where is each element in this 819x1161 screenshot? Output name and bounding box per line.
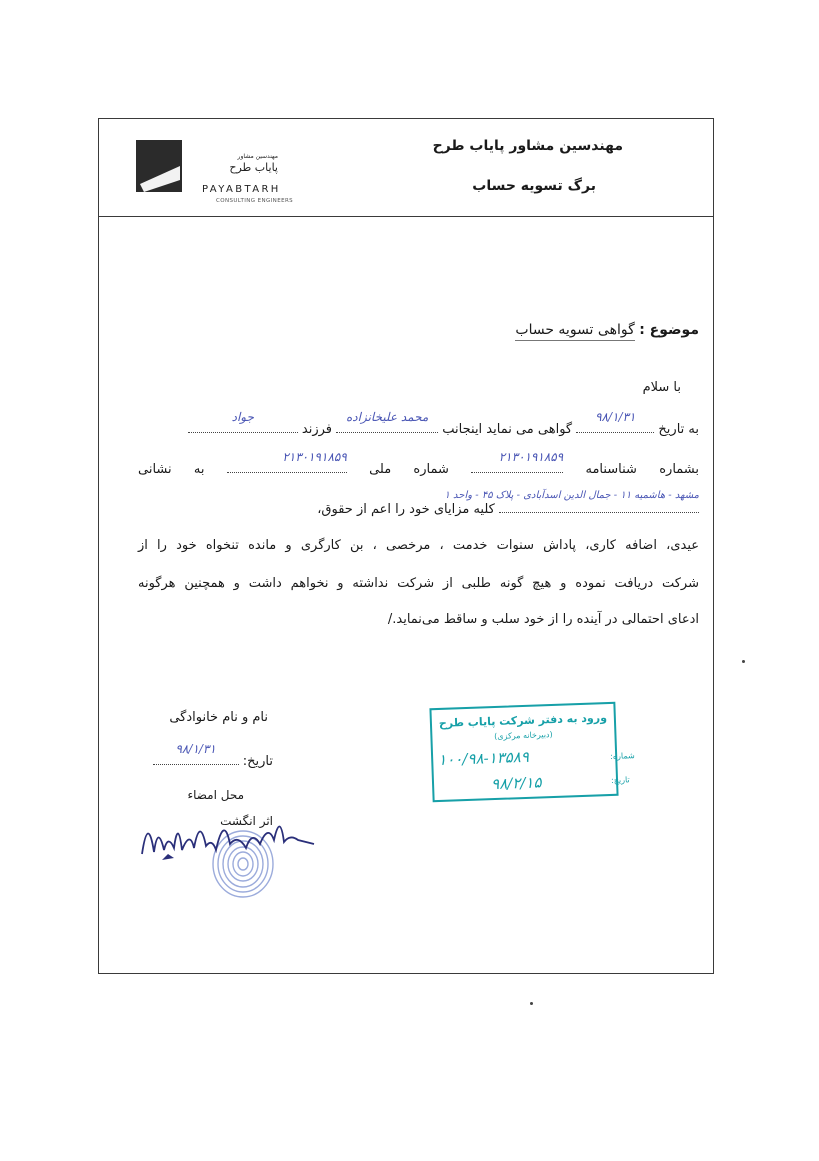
company-name: مهندسین مشاور پایاب طرح bbox=[432, 138, 623, 154]
body-line-6: ادعای احتمالی در آینده را از خود سلب و ساقط می‌نماید./ bbox=[387, 612, 699, 627]
signature-date-field bbox=[153, 742, 239, 769]
body-line-5: شرکت دریافت نموده و هیچ گونه طلبی از شرکت نداشته و نخواهم داشت و همچنین هرگونه bbox=[138, 576, 699, 591]
id-label: بشماره شناسنامه bbox=[585, 462, 700, 477]
certify-text: گواهی می نماید اینجانب bbox=[442, 422, 573, 437]
thumbprint-label: اثر انگشت bbox=[220, 814, 273, 828]
date-handwritten: ۹۸/۱/۳۱ bbox=[595, 410, 636, 424]
father-handwritten: جواد bbox=[231, 410, 254, 424]
receipt-stamp bbox=[430, 704, 635, 800]
subject-line bbox=[515, 322, 699, 338]
date-field bbox=[576, 410, 654, 437]
stamp-line-1: ورود به دفتر شرکت پایاب طرح bbox=[438, 711, 608, 730]
body-line-3 bbox=[317, 490, 699, 517]
id-handwritten: ۲۱۳۰۱۹۱۸۵۹ bbox=[498, 450, 564, 464]
scan-speck bbox=[742, 660, 745, 663]
national-field bbox=[227, 450, 347, 477]
child-label: فرزند bbox=[301, 422, 332, 437]
id-field bbox=[471, 450, 564, 477]
body-line-4: عیدی، اضافه کاری، پاداش سنوات خدمت ، مرخصی ، بن کارگری و مانده تنخواه خود را از bbox=[138, 538, 699, 553]
date-label: به تاریخ bbox=[658, 422, 699, 437]
signature-date-label: تاریخ: bbox=[242, 754, 273, 769]
benefits-text: کلیه مزایای خود را اعم از حقوق، bbox=[317, 502, 495, 517]
subject-label: موضوع : bbox=[639, 322, 699, 338]
father-field bbox=[188, 410, 298, 437]
national-handwritten: ۲۱۳۰۱۹۱۸۵۹ bbox=[282, 450, 347, 464]
name-handwritten: محمد علیخانزاده bbox=[345, 410, 429, 424]
name-field bbox=[336, 410, 438, 437]
national-label: شماره ملی bbox=[369, 462, 449, 477]
stamp-number-value: ۱۰۰/۹۸-۱۳۵۸۹ bbox=[437, 747, 530, 769]
form-title: برگ تسویه حساب bbox=[472, 178, 596, 194]
stamp-line-2: (دبیرخانه مرکزی) bbox=[494, 729, 553, 742]
address-field bbox=[444, 490, 699, 517]
address-handwritten: مشهد - هاشمیه ۱۱ - جمال الدین اسدآبادی - پلاک ۴۵ - واحد ۱ bbox=[444, 490, 699, 501]
logo-en-tagline: CONSULTING ENGINEERS bbox=[216, 198, 294, 204]
signature-date-handwritten: ۹۸/۱/۳۱ bbox=[175, 742, 216, 756]
header-divider bbox=[98, 216, 714, 217]
logo-fa-small: مهندسین مشاور bbox=[237, 153, 278, 160]
body-line-1 bbox=[188, 410, 699, 437]
scan-speck bbox=[530, 1002, 533, 1005]
logo-fa-large: پایاب طرح bbox=[229, 161, 278, 174]
logo-en-name: PAYABTARH bbox=[202, 184, 281, 195]
body-line-2 bbox=[138, 450, 700, 477]
stamp-date-label: تاریخ: bbox=[610, 775, 630, 785]
greeting: با سلام bbox=[642, 380, 681, 395]
signature-image bbox=[138, 804, 318, 896]
subject-value: گواهی تسویه حساب bbox=[515, 322, 634, 341]
stamp-date-value: ۹۸/۲/۱۵ bbox=[490, 773, 542, 794]
payabtarh-logo bbox=[136, 140, 318, 204]
sign-place-label: محل امضاء bbox=[187, 788, 244, 802]
stamp-number-label: شماره: bbox=[610, 751, 635, 761]
signature-date-line bbox=[153, 742, 273, 769]
address-label: به نشانی bbox=[138, 462, 205, 477]
fullname-label: نام و نام خانوادگی bbox=[169, 710, 268, 725]
